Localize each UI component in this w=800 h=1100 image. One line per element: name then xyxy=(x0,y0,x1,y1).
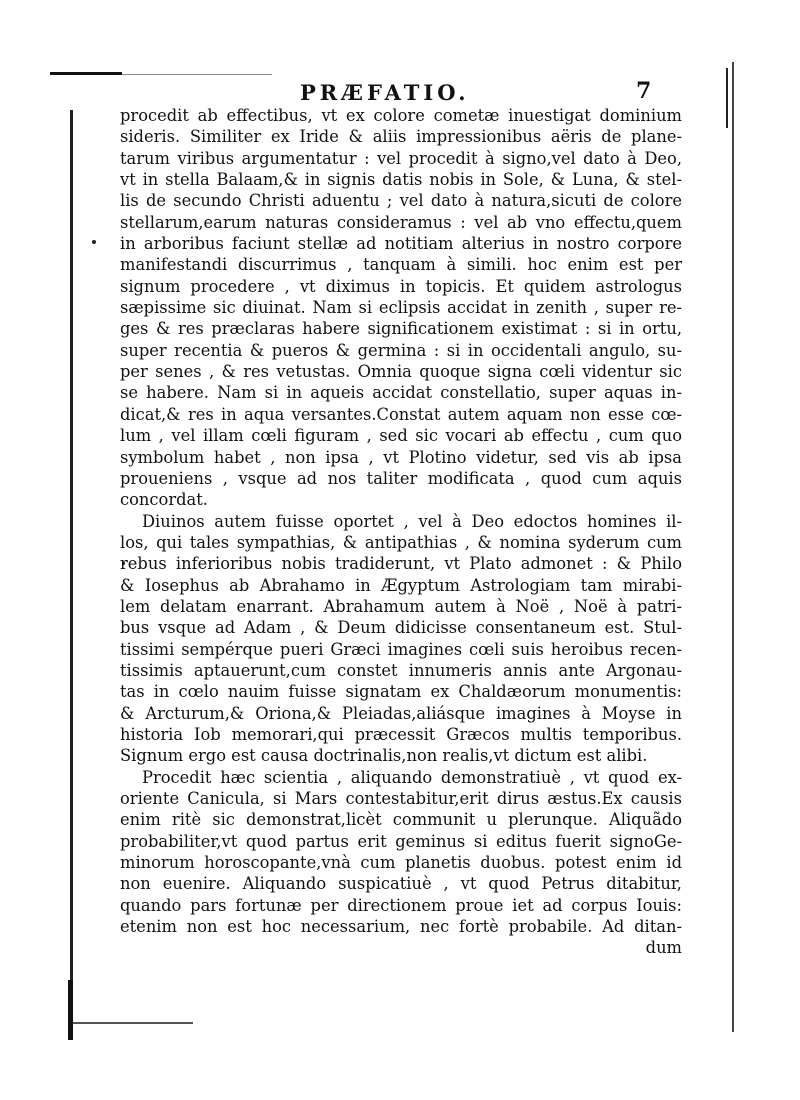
text-line: super recentia & pueros & germina : si in occidentali angulo, su- xyxy=(120,340,682,360)
text-line: probabiliter,vt quod partus erit geminus si editus fuerit signoGe- xyxy=(120,831,682,851)
text-line: tas in cœlo nauim fuisse signatam ex Chaldæorum monumentis: xyxy=(120,682,682,702)
text-line: signum procedere , vt diximus in topicis. Et quidem astrologus xyxy=(120,276,682,296)
text-line: Diuinos autem fuisse oportet , vel à Deo edoctos homines il- xyxy=(142,511,682,531)
text-line: enim ritè sic demonstrat,licèt communit u plerunque. Aliquãdo xyxy=(120,810,682,830)
margin-speck xyxy=(92,240,96,244)
text-line: symbolum habet , non ipsa , vt Plotino videtur, sed vis ab ipsa xyxy=(120,447,682,467)
scan-edge-left-bottom xyxy=(68,980,73,1040)
text-line: tissimis aptauerunt,cum constet innumeris annis ante Argonau- xyxy=(120,660,682,680)
text-line: bus vsque ad Adam , & Deum didicisse consentaneum est. Stul- xyxy=(120,618,682,638)
text-line: etenim non est hoc necessarium, nec fortè probabile. Ad ditan- xyxy=(120,917,682,937)
text-line: lem delatam enarrant. Abrahamum autem à Noë , Noë à patri- xyxy=(120,596,682,616)
text-line: rebus inferioribus nobis tradiderunt, vt Plato admonet : & Philo xyxy=(120,554,682,574)
text-line: los, qui tales sympathias, & antipathias , & nomina syderum cum xyxy=(120,532,682,552)
text-line: in arboribus faciunt stellæ ad notitiam alterius in nostro corpore xyxy=(120,234,682,254)
text-line: concordat. xyxy=(120,490,208,510)
scan-edge-right-top xyxy=(726,68,728,128)
text-line: minorum horoscopante,vnà cum planetis duobus. potest enim id xyxy=(120,853,682,873)
text-line: lum , vel illam cœli figuram , sed sic vocari ab effectu , cum quo xyxy=(120,426,682,446)
text-line: sæpissime sic diuinat. Nam si eclipsis accidat in zenith , super re- xyxy=(120,298,682,318)
text-line: vt in stella Balaam,& in signis datis nobis in Sole, & Luna, & stel- xyxy=(120,170,682,190)
text-line: se habere. Nam si in aqueis accidat constellatio, super aquas in- xyxy=(120,383,682,403)
body-text xyxy=(120,105,682,959)
text-line: oriente Canicula, si Mars contestabitur,erit dirus æstus.Ex causis xyxy=(120,789,682,808)
text-line: dum xyxy=(645,938,682,958)
scan-edge-left xyxy=(70,110,73,1040)
text-line: & Iosephus ab Abrahamo in Ægyptum Astrologiam tam mirabi- xyxy=(120,575,682,595)
text-line: historia Iob memorari,qui præcessit Græcos multis temporibus. xyxy=(120,724,682,744)
text-line: quando pars fortunæ per directionem proue iet ad corpus Iouis: xyxy=(120,895,682,915)
text-line: dicat,& res in aqua versantes.Constat autem aquam non esse cœ- xyxy=(120,404,682,424)
text-line: per senes , & res vetustas. Omnia quoque signa cœli videntur sic xyxy=(120,362,682,382)
scan-edge-right xyxy=(732,62,734,1032)
text-line: procedit ab effectibus, vt ex colore cometæ inuestigat dominium xyxy=(120,106,682,125)
text-line: non euenire. Aliquando suspicatiuè , vt quod Petrus ditabitur, xyxy=(120,874,682,894)
text-line: Procedit hæc scientia , aliquando demonstratiuè , vt quod ex- xyxy=(142,767,682,787)
text-line: stellarum,earum naturas consideramus : vel ab vno effectu,quem xyxy=(120,212,682,232)
text-line: ges & res præclaras habere significationem existimat : si in ortu, xyxy=(120,319,682,339)
text-line: tissimi sempérque pueri Græci imagines cœli suis heroibus recen- xyxy=(120,639,682,659)
text-line: manifestandi discurrimus , tanquam à simili. hoc enim est per xyxy=(120,255,682,275)
text-line: & Arcturum,& Oriona,& Pleiadas,aliásque imagines à Moyse in xyxy=(120,703,682,723)
scan-edge-top-thin xyxy=(122,74,272,75)
page-number: 7 xyxy=(636,78,652,104)
text-line: tarum viribus argumentatur : vel procedit à signo,vel dato à Deo, xyxy=(120,148,682,168)
text-line: Signum ergo est causa doctrinalis,non realis,vt dictum est alibi. xyxy=(120,746,648,766)
scan-edge-bottom xyxy=(73,1022,193,1024)
scan-edge-top xyxy=(50,72,122,75)
text-line: sideris. Similiter ex Iride & aliis impressionibus aëris de plane- xyxy=(120,127,682,147)
text-line: proueniens , vsque ad nos taliter modificata , quod cum aquis xyxy=(120,468,682,488)
text-line: lis de secundo Christi aduentu ; vel dato à natura,sicuti de colore xyxy=(120,191,682,211)
running-head: PRÆFATIO. xyxy=(300,80,470,105)
